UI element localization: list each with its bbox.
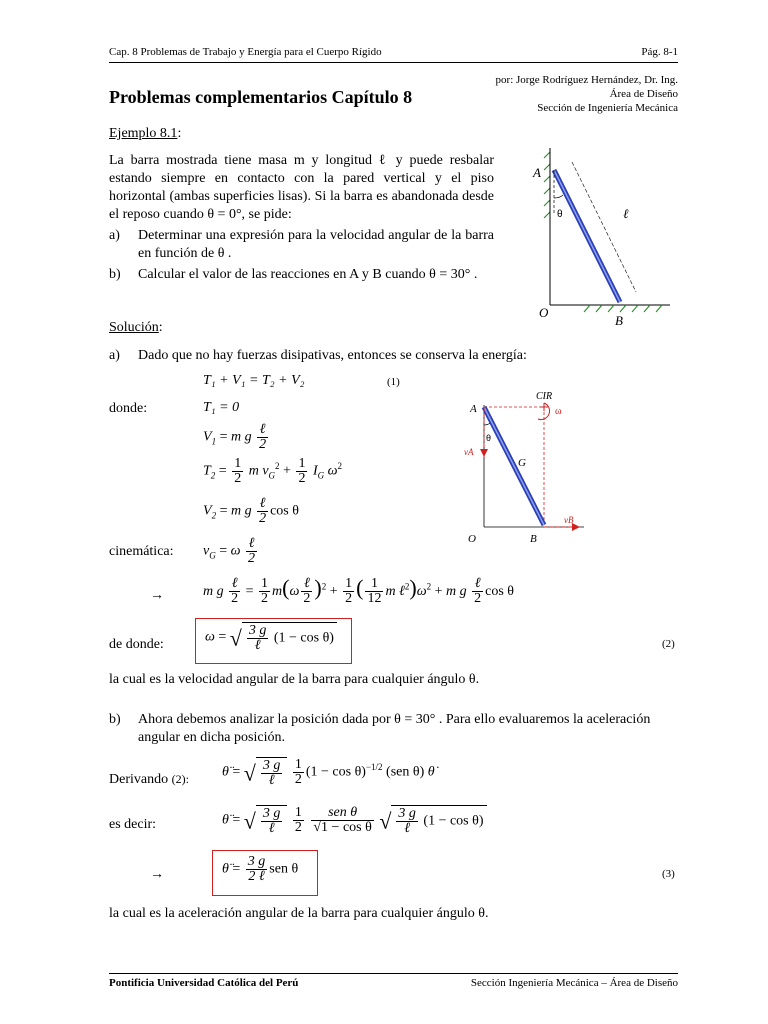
example-label: Ejemplo 8.1 bbox=[109, 126, 178, 141]
label-de-donde: de donde: bbox=[109, 637, 164, 652]
eq-v1: $V_1 = m$ g $\frac{\text{ℓ}}{2}$ bbox=[203, 422, 267, 452]
page-title: Problemas complementarios Capítulo 8 bbox=[109, 87, 413, 107]
eq-number-1: (1) bbox=[387, 376, 400, 388]
item-b bbox=[109, 266, 494, 284]
item-a-label: a) bbox=[109, 228, 120, 243]
va-arrowhead bbox=[480, 449, 488, 457]
footer-section: Sección Ingeniería Mecánica – Área de Diseño bbox=[470, 977, 678, 989]
fig2-label-O: O bbox=[468, 533, 476, 545]
footer-university: Pontificia Universidad Católica del Perú bbox=[109, 977, 299, 989]
eq-kinematics: $v_G = \omega$ $\frac{\text{ℓ}}{2}$ bbox=[203, 536, 256, 566]
label-O: O bbox=[539, 305, 549, 320]
part-a-text: Dado que no hay fuerzas disipativas, entonces se conserva la energía: bbox=[138, 348, 527, 363]
wall-hatch bbox=[544, 148, 550, 305]
label-cinematica: cinemática: bbox=[109, 544, 174, 559]
author-block bbox=[440, 73, 678, 115]
author-area: Área de Diseño bbox=[609, 88, 678, 100]
solution-label: Solución bbox=[109, 320, 159, 335]
label-theta: θ bbox=[557, 209, 563, 220]
example-heading bbox=[109, 125, 181, 143]
eq-energy: T₁ + V₁ = T₂ + V₂ bbox=[203, 373, 305, 388]
label-A: A bbox=[533, 165, 541, 180]
part-b-text: Ahora debemos analizar la posición dada por θ = 30° . Para ello evaluaremos la aceleración angular en dicha posición. bbox=[138, 712, 651, 745]
conclusion-b: la cual es la aceleración angular de la barra para cualquier ángulo θ. bbox=[109, 906, 489, 921]
item-a-text: Determinar una expresión para la velocidad angular de la barra en función de θ . bbox=[138, 228, 494, 261]
fig2-label-G: G bbox=[518, 457, 526, 469]
solution-colon: : bbox=[158, 320, 163, 335]
theta-arc-2 bbox=[484, 423, 490, 425]
eq-t2: $T_2$ = $\frac{1}{2}$ m $v_G^2$ + $\frac{1}{2}$ $I_G$ $\omega^2$ bbox=[203, 456, 342, 486]
label-es-decir: es decir: bbox=[109, 817, 157, 832]
part-a bbox=[109, 347, 669, 365]
eq-number-3: (3) bbox=[662, 868, 675, 880]
eq-energy-expanded: m g $\frac{\text{ℓ}}{2}$ = $\frac{1}{2}$ m(ω $\frac{\text{ℓ}}{2}$ )$^2$ + $\frac{1}{2}$ ( $\frac{1}{12}$ m $\ell^2)\omega^2 + m$ g $\frac{\text{ℓ}}{2}$ cos θ bbox=[203, 575, 515, 607]
label-donde: donde: bbox=[109, 401, 148, 416]
problem-statement: La barra mostrada tiene masa m y longitud ℓ y puede resbalar estando siempre en contacto con la pared vertical y el piso horizontal (ambas superficies lisas). Si la barra es abandonada desde el reposo cuando θ = 0°, se pide: bbox=[109, 153, 494, 222]
conclusion-a: la cual es la velocidad angular de la barra para cualquier ángulo θ. bbox=[109, 672, 480, 687]
eq-number-2: (2) bbox=[662, 638, 675, 650]
author-section: Sección de Ingeniería Mecánica bbox=[537, 102, 678, 114]
figure-sliding-bar bbox=[520, 140, 680, 330]
eq-omega: ω = √ $\frac{3 g}{\text{ℓ}}$ (1 − cos θ) bbox=[205, 622, 337, 653]
solution-heading bbox=[109, 319, 163, 337]
fig2-label-omega: ω bbox=[555, 406, 562, 417]
item-b-label: b) bbox=[109, 267, 121, 282]
author-name: por: Jorge Rodríguez Hernández, Dr. Ing. bbox=[495, 74, 678, 86]
floor-hatch bbox=[584, 305, 662, 312]
fig2-label-A: A bbox=[470, 403, 477, 415]
item-a bbox=[109, 227, 494, 263]
page-number: Pág. 8-1 bbox=[641, 46, 678, 58]
eq-derivative: θ̈ = √ $\frac{3 g}{\text{ℓ}}$ $\frac{1}{2}$ $(1 - \cos \theta)^{-1/2}$ (sen θ) θ̇ bbox=[222, 757, 435, 788]
label-derivando bbox=[109, 770, 189, 789]
part-a-label: a) bbox=[109, 348, 120, 363]
running-header: Cap. 8 Problemas de Trabajo y Energía para el Cuerpo Rígido bbox=[109, 46, 382, 58]
eq-t1: T₁ = 0 bbox=[203, 400, 240, 415]
arrow-2: → bbox=[150, 867, 164, 882]
header-rule bbox=[109, 62, 678, 63]
footer-rule bbox=[109, 973, 678, 974]
fig2-label-vA: vA bbox=[464, 447, 474, 457]
part-b-label: b) bbox=[109, 712, 121, 727]
fig2-label-theta: θ bbox=[486, 433, 492, 443]
fig2-label-CIR: CIR bbox=[536, 391, 553, 402]
fig2-label-B: B bbox=[530, 533, 537, 545]
label-B: B bbox=[615, 313, 623, 328]
part-b bbox=[109, 711, 679, 747]
fig2-label-vB: vB bbox=[564, 515, 574, 525]
eq-alpha: θ̈ = $\frac{3 g}{\text{2 ℓ}}$ sen θ bbox=[222, 854, 299, 884]
eq-v2-cos: cos θ bbox=[270, 503, 299, 519]
item-b-text: Calcular el valor de las reacciones en A y B cuando θ = 30° . bbox=[138, 267, 478, 282]
theta-arc bbox=[554, 195, 563, 198]
example-colon: : bbox=[177, 126, 182, 141]
derivando-word: Derivando bbox=[109, 772, 169, 787]
bar-2-highlight bbox=[484, 407, 544, 525]
derivando-ref: (2): bbox=[171, 772, 189, 786]
eq-v2: $V_2 = m$ g $\frac{\text{ℓ}}{2}$ cos θ bbox=[203, 496, 299, 526]
arrow-1: → bbox=[150, 588, 164, 603]
figure-cir bbox=[460, 385, 590, 550]
bar-highlight bbox=[554, 170, 620, 302]
label-ell: ℓ bbox=[623, 206, 629, 221]
eq-es-decir: θ̈ = √ $\frac{3 g}{\text{ℓ}}$ $\frac{1}{2}$ $\frac{\text{sen θ}}{\text{√1 − cos θ}}$ √ $\frac{3 g}{\text{ℓ}}$ (1 − cos θ) bbox=[222, 805, 487, 836]
